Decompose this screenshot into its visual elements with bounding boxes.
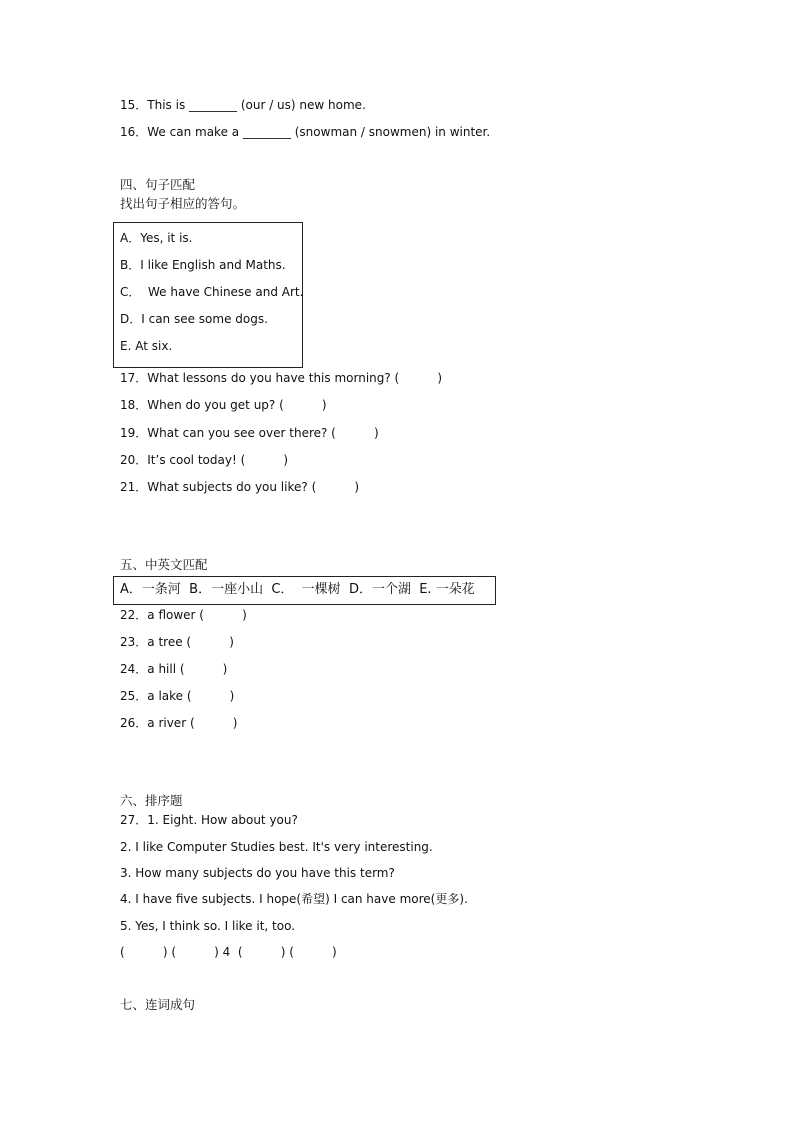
option-b: B．I like English and Maths. bbox=[120, 258, 286, 272]
question-15: 15．This is ________ (our / us) new home. bbox=[120, 98, 366, 112]
sort-line-3: 3. How many subjects do you have this term? bbox=[120, 866, 395, 880]
section-4-title: 四、句子匹配 bbox=[120, 177, 196, 192]
question-24: 24．a hill ( ) bbox=[120, 662, 228, 676]
sort-line-5: 5. Yes, I think so. I like it, too. bbox=[120, 919, 296, 933]
question-25: 25．a lake ( ) bbox=[120, 689, 235, 703]
question-18: 18．When do you get up? ( ) bbox=[120, 398, 327, 412]
question-22: 22．a flower ( ) bbox=[120, 608, 247, 622]
sort-line-4: 4. I have five subjects. I hope(希望) I can have more(更多). bbox=[120, 892, 468, 906]
question-20: 20．It’s cool today! ( ) bbox=[120, 453, 289, 467]
sort-line-2: 2. I like Computer Studies best. It's very interesting. bbox=[120, 840, 433, 854]
question-16: 16．We can make a ________ (snowman / snowmen) in winter. bbox=[120, 125, 491, 139]
section-4-instruction: 找出句子相应的答句。 bbox=[120, 196, 246, 211]
question-23: 23．a tree ( ) bbox=[120, 635, 234, 649]
section-5-title: 五、中英文匹配 bbox=[120, 557, 208, 572]
sort-answer-line: ( ) ( ) 4 ( ) ( ) bbox=[120, 945, 337, 959]
section-7-title: 七、连词成句 bbox=[120, 997, 196, 1012]
option-c: C． We have Chinese and Art. bbox=[120, 285, 304, 299]
question-17: 17．What lessons do you have this morning? ( ) bbox=[120, 371, 443, 385]
option-e: E. At six. bbox=[120, 339, 173, 353]
section-6-title: 六、排序题 bbox=[120, 793, 183, 808]
sort-line-1: 27．1. Eight. How about you? bbox=[120, 813, 298, 827]
question-19: 19．What can you see over there? ( ) bbox=[120, 426, 379, 440]
option-a: A．Yes, it is. bbox=[120, 231, 193, 245]
option-d: D．I can see some dogs. bbox=[120, 312, 268, 326]
question-26: 26．a river ( ) bbox=[120, 716, 238, 730]
options-line-5: A．一条河 B．一座小山 C． 一棵树 D．一个湖 E. 一朵花 bbox=[120, 582, 475, 597]
question-21: 21．What subjects do you like? ( ) bbox=[120, 480, 360, 494]
